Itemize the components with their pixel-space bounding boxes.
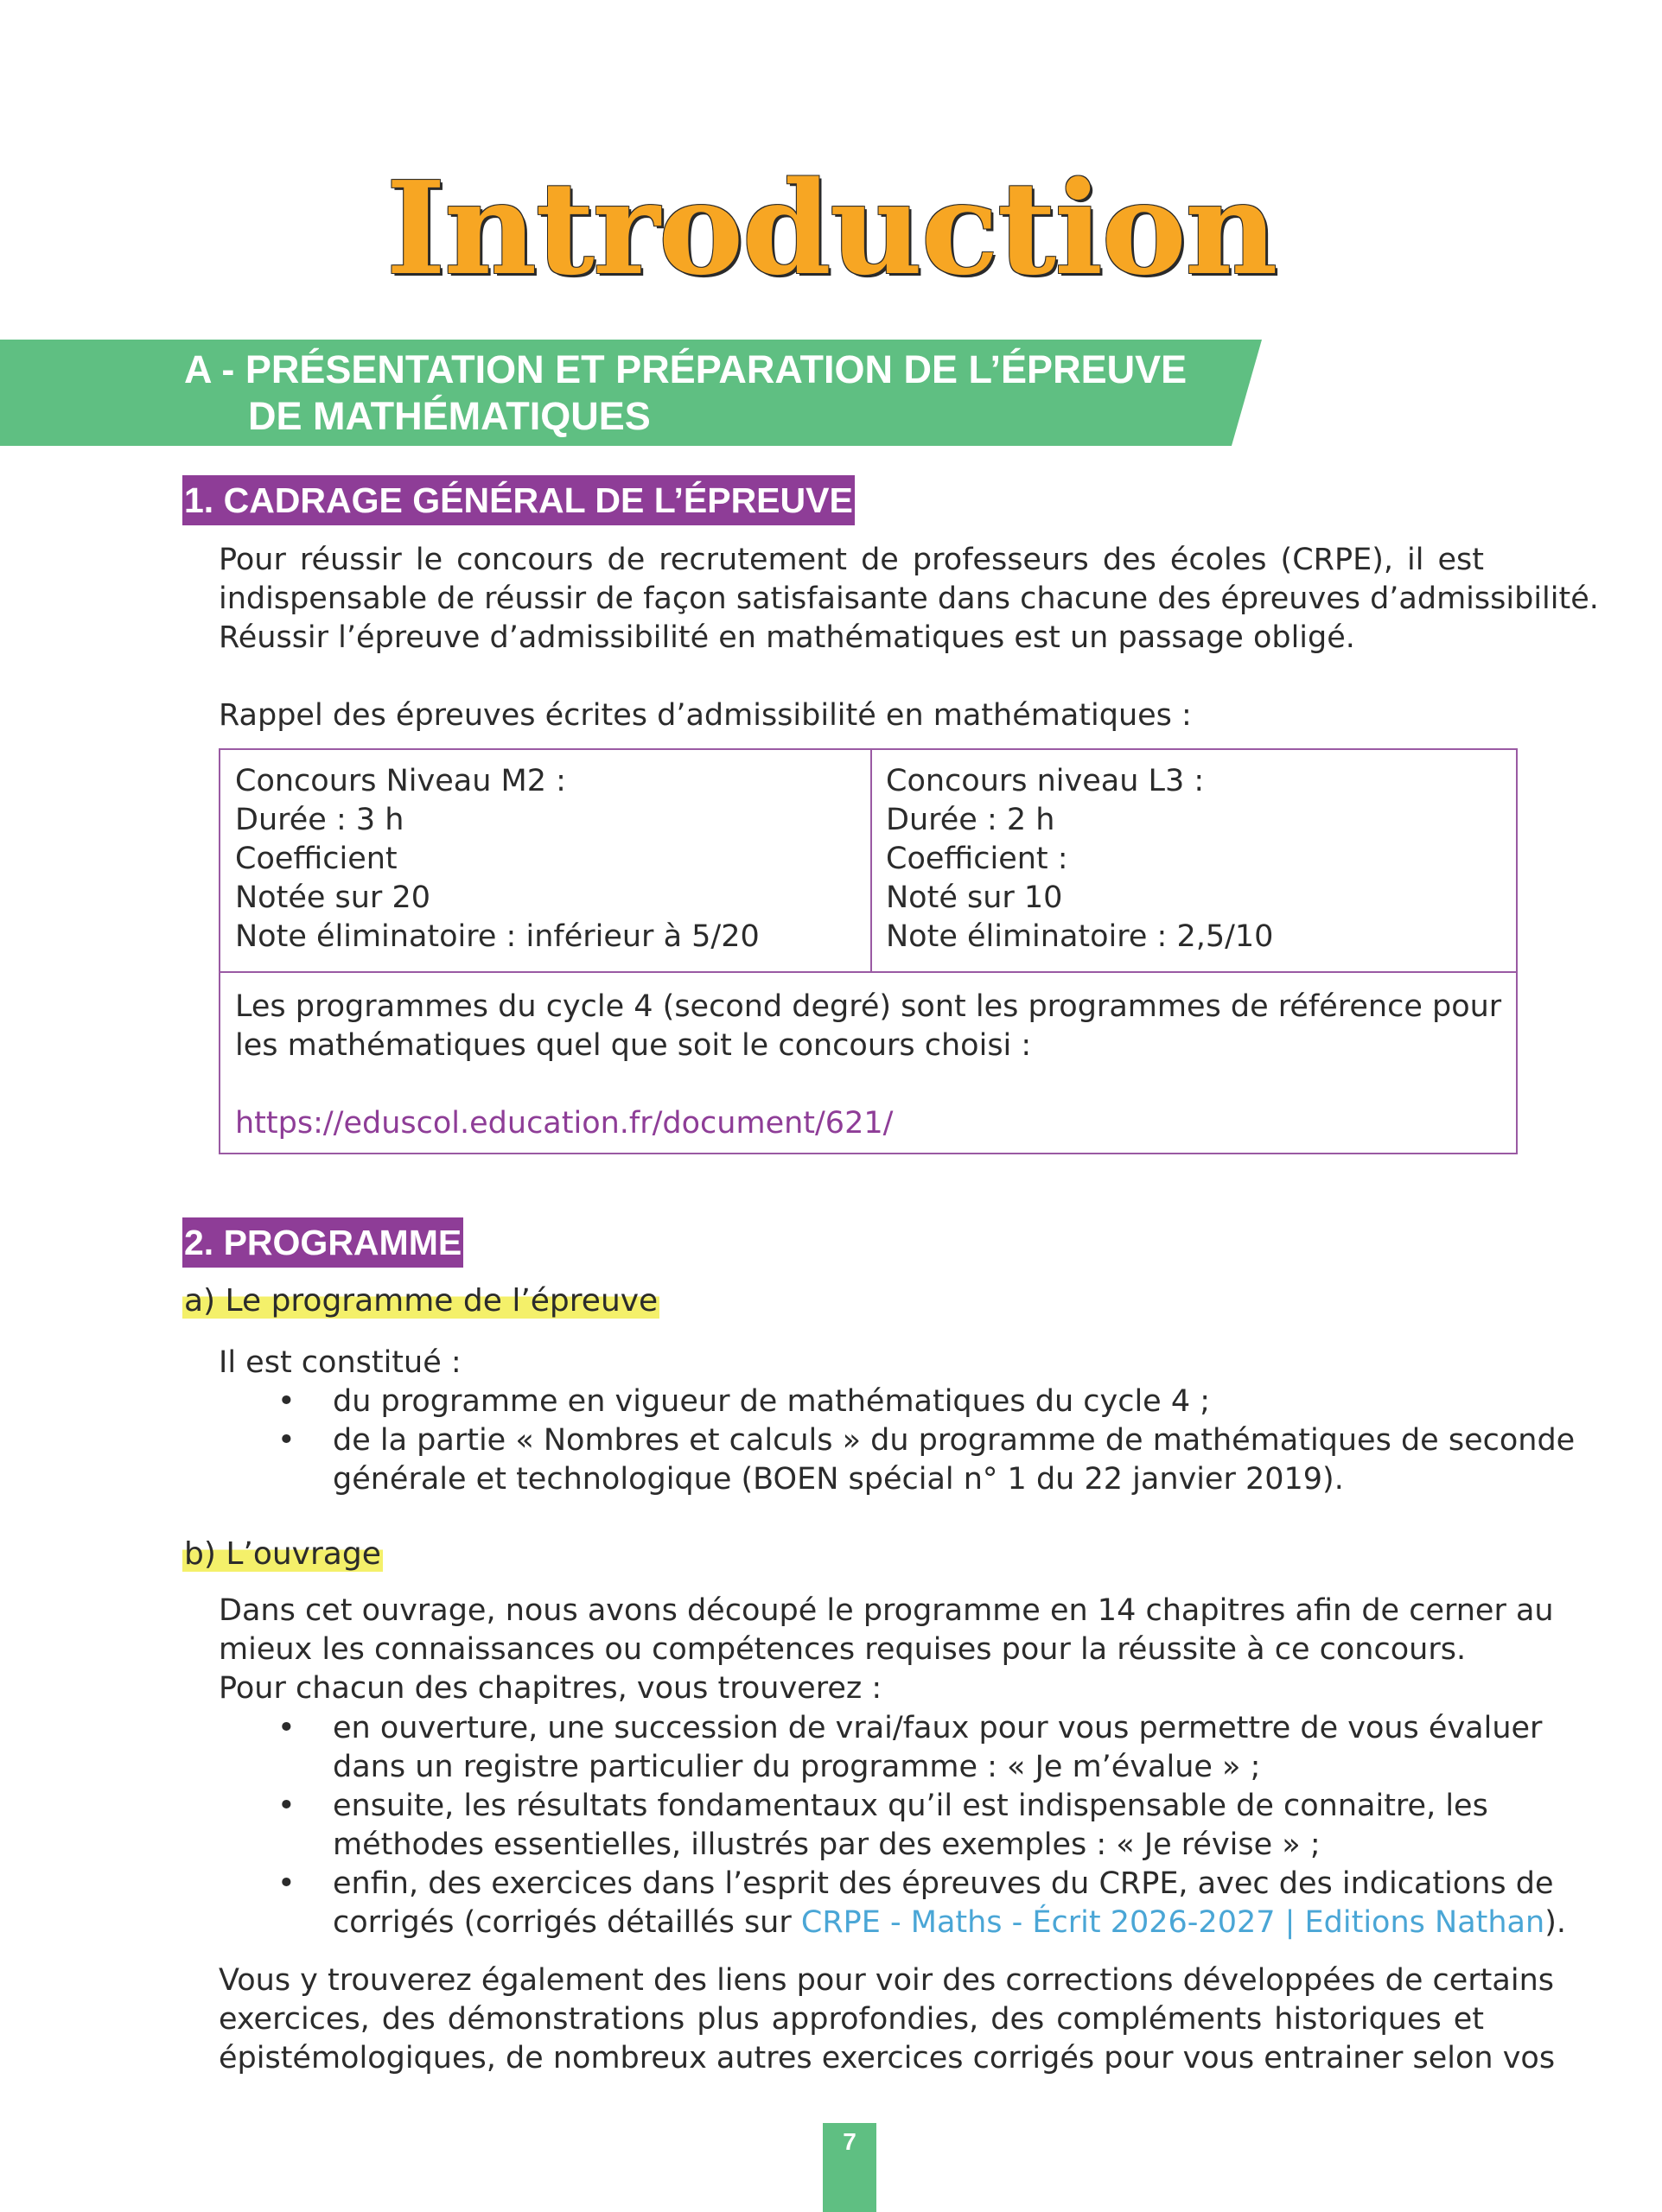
rappel-paragraph (219, 696, 1484, 735)
list-item-line (333, 1904, 1566, 1942)
bullet-icon: • (277, 1789, 296, 1823)
table-cell-l3 (886, 762, 1273, 957)
table-row: les mathématiques quel que soit le concours choisi : (235, 1028, 1032, 1063)
eduscol-link[interactable]: https://eduscol.education.fr/document/621/ (235, 1106, 894, 1141)
paragraph-line: Vous y trouverez également des liens pour voir des corrections développées de certains (219, 1963, 1554, 1998)
table-row: Durée : 3 h (235, 803, 404, 837)
intro-paragraph (219, 541, 1599, 658)
list-item-line: méthodes essentielles, illustrés par des exemples : « Je révise » ; (333, 1827, 1321, 1862)
bullet-icon: • (277, 1866, 296, 1901)
list-item-text: ). (1544, 1905, 1566, 1940)
page-number: 7 (823, 2123, 876, 2212)
bullet-icon: • (277, 1423, 296, 1458)
subheading-ouvrage: b) L’ouvrage (182, 1535, 383, 1574)
paragraph-line: Il est constitué : (219, 1345, 462, 1380)
table-row: Note éliminatoire : inférieur à 5/20 (235, 919, 760, 954)
bullet-icon: • (277, 1711, 296, 1745)
paragraph-line: Dans cet ouvrage, nous avons découpé le programme en 14 chapitres afin de cerner au (219, 1593, 1554, 1628)
list-item-line: dans un registre particulier du programme : « Je m’évalue » ; (333, 1750, 1261, 1784)
list-item-text: corrigés (corrigés détaillés sur (333, 1905, 801, 1940)
bullet-icon: • (277, 1384, 296, 1419)
paragraph-line: épistémologiques, de nombreux autres exercices corrigés pour vous entrainer selon vos (219, 2041, 1556, 2075)
table-row: Note éliminatoire : 2,5/10 (886, 919, 1274, 954)
paragraph-line: Rappel des épreuves écrites d’admissibilité en mathématiques : (219, 698, 1192, 733)
page-title: Introduction (385, 153, 1277, 303)
ouvrage-paragraph (219, 1592, 1554, 1708)
section-heading-programme: 2. PROGRAMME (182, 1217, 463, 1268)
table-divider-vertical (870, 750, 872, 971)
section-heading-cadrage: 1. CADRAGE GÉNÉRAL DE L’ÉPREUVE (182, 475, 855, 525)
paragraph-line: Pour réussir le concours de recrutement de professeurs des écoles (CRPE), il est (219, 543, 1484, 577)
closing-paragraph (219, 1961, 1556, 2078)
list-item (219, 1382, 1484, 1421)
table-row: Les programmes du cycle 4 (second degré) sont les programmes de référence pour (235, 989, 1502, 1024)
constitue-paragraph (219, 1344, 1484, 1382)
table-row: Coefficient (235, 842, 398, 876)
list-item-line: générale et technologique (BOEN spécial n° 1 du 22 janvier 2019). (333, 1462, 1344, 1497)
paragraph-line: Pour chacun des chapitres, vous trouverez : (219, 1671, 882, 1706)
table-cell-m2 (235, 762, 760, 957)
table-row: Noté sur 10 (886, 880, 1063, 915)
table-cell-programmes (235, 988, 1502, 1143)
table-row: Concours niveau L3 : (886, 764, 1205, 798)
exam-table (219, 748, 1518, 1154)
list-item-line: ensuite, les résultats fondamentaux qu’il est indispensable de connaitre, les (333, 1789, 1488, 1823)
table-row: Notée sur 20 (235, 880, 430, 915)
paragraph-line: indispensable de réussir de façon satisfaisante dans chacune des épreuves d’admissibilité. (219, 582, 1599, 616)
ouvrage-list (219, 1709, 1566, 1942)
list-item (219, 1787, 1488, 1865)
paragraph-line: exercices, des démonstrations plus approfondies, des compléments historiques et (219, 2002, 1484, 2037)
list-item (219, 1865, 1566, 1942)
table-row: Durée : 2 h (886, 803, 1055, 837)
table-row: Coefficient : (886, 842, 1068, 876)
list-item (219, 1421, 1576, 1499)
table-spacer (235, 1065, 1497, 1104)
subheading-programme-epreuve: a) Le programme de l’épreuve (182, 1281, 659, 1321)
banner-line-1: A - PRÉSENTATION ET PRÉPARATION DE L’ÉPREUVE (184, 347, 1188, 391)
list-item (219, 1709, 1543, 1787)
list-item-line: du programme en vigueur de mathématiques du cycle 4 ; (333, 1384, 1211, 1419)
table-row: Concours Niveau M2 : (235, 764, 566, 798)
nathan-link[interactable]: CRPE - Maths - Écrit 2026-2027 | Editions Nathan (800, 1905, 1545, 1940)
list-item-line: en ouverture, une succession de vrai/faux pour vous permettre de vous évaluer (333, 1711, 1543, 1745)
table-divider-horizontal (220, 971, 1516, 973)
list-item-line: de la partie « Nombres et calculs » du programme de mathématiques de seconde (333, 1423, 1576, 1458)
list-item-line: enfin, des exercices dans l’esprit des épreuves du CRPE, avec des indications de (333, 1866, 1554, 1901)
paragraph-line: Réussir l’épreuve d’admissibilité en mathématiques est un passage obligé. (219, 620, 1355, 655)
banner-heading (184, 346, 1187, 440)
programme-list (219, 1382, 1576, 1499)
banner-line-2: DE MATHÉMATIQUES (248, 394, 651, 438)
paragraph-line: mieux les connaissances ou compétences requises pour la réussite à ce concours. (219, 1632, 1467, 1667)
